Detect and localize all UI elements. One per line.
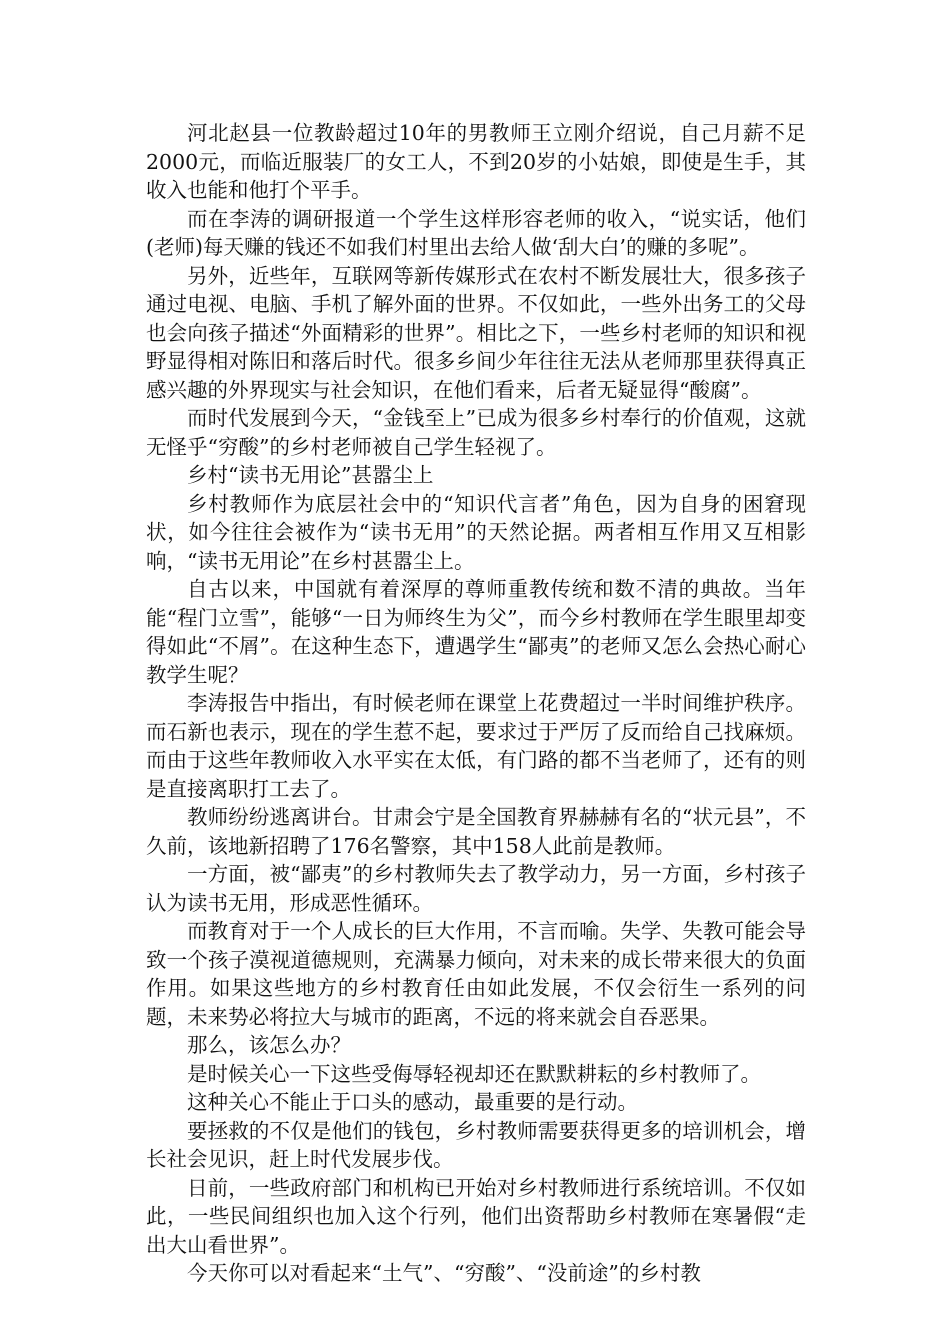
paragraph: 一方面，被“鄙夷”的乡村教师失去了教学动力，另一方面，乡村孩子认为读书无用，形成恶性循环。 bbox=[146, 862, 806, 915]
paragraph: 今天你可以对看起来“土气”、“穷酸”、“没前途”的乡村教 bbox=[187, 1261, 701, 1285]
paragraph: 教师纷纷逃离讲台。甘肃会宁是全国教育界赫赫有名的“状元县”，不久前，该地新招聘了176名警察，其中158人此前是教师。 bbox=[146, 805, 806, 858]
paragraph: 而教育对于一个人成长的巨大作用，不言而喻。失学、失教可能会导致一个孩子漠视道德规则，充满暴力倾向，对未来的成长带来很大的负面作用。如果这些地方的乡村教育任由如此发展，不仅会衍生一系列的问题，未来势必将拉大与城市的距离，不远的将来就会自吞恶果。 bbox=[146, 919, 806, 1029]
paragraph: 日前，一些政府部门和机构已开始对乡村教师进行系统培训。不仅如此，一些民间组织也加入这个行列，他们出资帮助乡村教师在寒暑假“走出大山看世界”。 bbox=[146, 1175, 806, 1257]
paragraph: 李涛报告中指出，有时候老师在课堂上花费超过一半时间维护秩序。而石新也表示，现在的学生惹不起，要求过于严厉了反而给自己找麻烦。而由于这些年教师收入水平实在太低，有门路的都不当老师了，还有的则是直接离职打工去了。 bbox=[146, 691, 806, 801]
paragraph: 河北赵县一位教龄超过10年的男教师王立刚介绍说，自己月薪不足2000元，而临近服装厂的女工人，不到20岁的小姑娘，即使是生手，其收入也能和他打个平手。 bbox=[146, 121, 806, 202]
section-heading: 乡村“读书无用论”甚嚣尘上 bbox=[187, 463, 434, 487]
paragraph: 这种关心不能止于口头的感动，最重要的是行动。 bbox=[187, 1090, 638, 1114]
paragraph: 而时代发展到今天，“金钱至上”已成为很多乡村奉行的价值观，这就无怪乎“穷酸”的乡村老师被自己学生轻视了。 bbox=[146, 406, 806, 459]
paragraph: 另外，近些年，互联网等新传媒形式在农村不断发展壮大，很多孩子通过电视、电脑、手机了解外面的世界。不仅如此，一些外出务工的父母也会向孩子描述“外面精彩的世界”。相比之下，一些乡村老师的知识和视野显得相对陈旧和落后时代。很多乡间少年往往无法从老师那里获得真正感兴趣的外界现实与社会知识，在他们看来，后者无疑显得“酸腐”。 bbox=[146, 263, 806, 402]
paragraph: 乡村教师作为底层社会中的“知识代言者”角色，因为自身的困窘现状，如今往往会被作为“读书无用”的天然论据。两者相互作用又互相影响，“读书无用论”在乡村甚嚣尘上。 bbox=[146, 491, 806, 573]
paragraph: 是时候关心一下这些受侮辱轻视却还在默默耕耘的乡村教师了。 bbox=[187, 1061, 761, 1086]
paragraph: 要拯救的不仅是他们的钱包，乡村教师需要获得更多的培训机会，增长社会见识，赶上时代发展步伐。 bbox=[146, 1118, 806, 1171]
article-body bbox=[146, 119, 806, 1288]
paragraph: 自古以来，中国就有着深厚的尊师重教传统和数不清的典故。当年能“程门立雪”，能够“一日为师终生为父”，而今乡村教师在学生眼里却变得如此“不屑”。在这种生态下，遭遇学生“鄙夷”的老师又怎么会热心耐心教学生呢？ bbox=[146, 577, 806, 687]
paragraph: 那么，该怎么办？ bbox=[187, 1033, 351, 1057]
paragraph: 而在李涛的调研报道一个学生这样形容老师的收入，“说实话，他们(老师)每天赚的钱还不如我们村里出去给人做‘刮大白’的赚的多呢”。 bbox=[146, 206, 806, 259]
